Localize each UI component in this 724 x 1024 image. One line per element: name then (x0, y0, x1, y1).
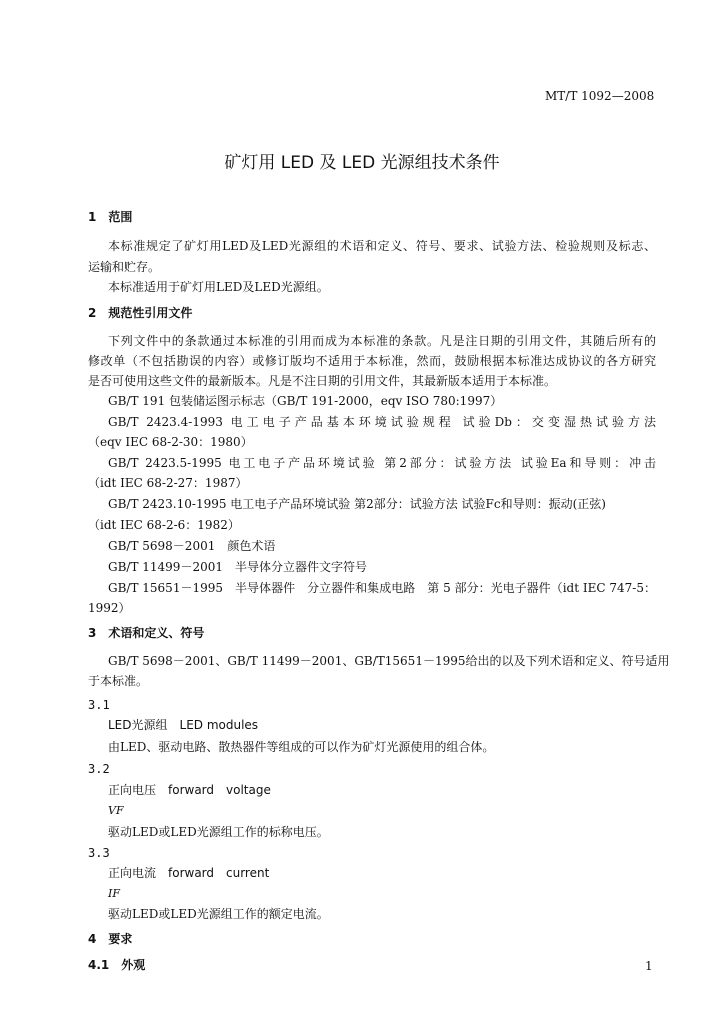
section-1-paragraph-2: 本标准适用于矿灯用LED及LED光源组。 (108, 280, 329, 294)
reference-gbt-191: GB/T 191 包装储运图示标志（GB/T 191-2000，eqv ISO 780:1997） (108, 394, 503, 408)
section-3-paragraph-line-1: GB/T 5698－2001、GB/T 11499－2001、GB/T15651－1995给出的以及下列术语和定义、符号适用 (108, 654, 670, 668)
term-3-1-name: LED光源组 LED modules (108, 718, 259, 732)
document-number: MT/T 1092—2008 (545, 89, 655, 103)
term-3-2-name: 正向电压 forward voltage (108, 783, 271, 797)
document-title: 矿灯用 LED 及 LED 光源组技术条件 (224, 153, 500, 173)
term-3-3-symbol: IF (108, 887, 120, 900)
reference-gbt-2423-5-line-1: GB/T 2423.5-1995 电工电子产品环境试验 第2部分：试验方法 试验Ea和导则：冲击 (108, 456, 656, 470)
reference-gbt-2423-10-line-1: GB/T 2423.10-1995 电工电子产品环境试验 第2部分：试验方法 试验Fc和导则：振动(正弦) (108, 497, 606, 511)
section-4-heading: 4 要求 (88, 932, 133, 946)
reference-gbt-2423-5-line-2: （idt IEC 68-2-27：1987） (88, 476, 248, 490)
term-3-3-definition: 驱动LED或LED光源组工作的额定电流。 (108, 907, 329, 921)
reference-gbt-15651-line-2: 1992） (88, 601, 131, 615)
reference-gbt-2423-10-line-2: （idt IEC 68-2-6：1982） (88, 518, 240, 532)
term-3-2-definition: 驱动LED或LED光源组工作的标称电压。 (108, 825, 329, 839)
section-2-paragraph-line-1: 下列文件中的条款通过本标准的引用而成为本标准的条款。凡是注日期的引用文件，其随后所有的 (108, 334, 656, 348)
term-3-2-number: 3.2 (88, 762, 110, 776)
term-3-3-name: 正向电流 forward current (108, 866, 270, 880)
section-3-paragraph-line-2: 于本标准。 (88, 674, 149, 688)
reference-gbt-2423-4-line-1: GB/T 2423.4-1993 电工电子产品基本环境试验规程 试验Db：交变湿热试验方法 (108, 415, 656, 429)
section-1-paragraph-1-line-2: 运输和贮存。 (88, 260, 161, 274)
section-1-paragraph-1-line-1: 本标准规定了矿灯用LED及LED光源组的术语和定义、符号、要求、试验方法、检验规则及标志、 (108, 239, 656, 253)
section-4-1-heading: 4.1 外观 (88, 958, 146, 972)
reference-gbt-11499: GB/T 11499－2001 半导体分立器件文字符号 (108, 560, 367, 574)
section-2-paragraph-line-2: 修改单（不包括勘误的内容）或修订版均不适用于本标准，然而，鼓励根据本标准达成协议的各方研究 (88, 354, 656, 368)
reference-gbt-2423-4-line-2: （eqv IEC 68-2-30：1980） (88, 435, 253, 449)
section-2-paragraph-line-3: 是否可使用这些文件的最新版本。凡是不注日期的引用文件，其最新版本适用于本标准。 (88, 374, 557, 388)
section-1-heading: 1 范围 (88, 210, 133, 224)
term-3-3-number: 3.3 (88, 846, 110, 860)
section-2-heading: 2 规范性引用文件 (88, 306, 193, 320)
term-3-1-number: 3.1 (88, 698, 110, 712)
term-3-1-definition: 由LED、驱动电路、散热器件等组成的可以作为矿灯光源使用的组合体。 (108, 740, 495, 754)
term-3-2-symbol: VF (108, 804, 124, 817)
section-3-heading: 3 术语和定义、符号 (88, 626, 205, 640)
reference-gbt-15651-line-1: GB/T 15651－1995 半导体器件 分立器件和集成电路 第 5 部分：光电子器件（idt IEC 747-5： (108, 581, 656, 595)
page-number: 1 (645, 959, 653, 973)
reference-gbt-5698: GB/T 5698－2001 颜色术语 (108, 539, 276, 553)
